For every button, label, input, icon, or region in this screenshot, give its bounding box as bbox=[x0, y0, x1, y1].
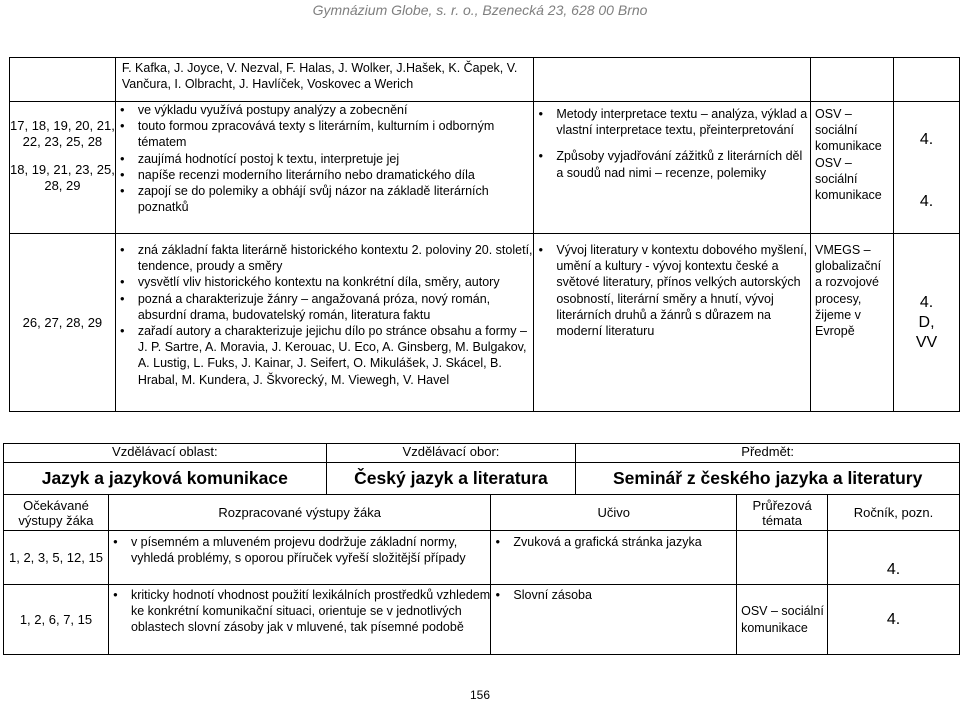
output-item: ● zaujímá hodnotící postoj k textu, interpretuje jej bbox=[116, 151, 533, 167]
output-item: ● v písemném a mluveném projevu dodržuje základní normy, vyhledá problémy, s oporou příruček vyřeší složitější případy bbox=[109, 534, 490, 566]
curriculum-item: ● Slovní zásoba bbox=[491, 587, 736, 603]
cross-topic: VMEGS – globalizační a rozvojové procesy, žijeme v Evropě bbox=[815, 243, 882, 339]
col-grade: Ročník, pozn. bbox=[828, 495, 960, 531]
expected-outputs-nums: 18, 19, 21, 23, 25, 28, 29 bbox=[10, 162, 115, 193]
expected-outputs-nums: 26, 27, 28, 29 bbox=[10, 234, 116, 412]
grade-note: D, bbox=[918, 313, 935, 331]
authors-intro: F. Kafka, J. Joyce, V. Nezval, F. Halas, J. Wolker, J.Hašek, K. Čapek, V. Vančura, I. Olbracht, J. Havlíček, Voskovec a Werich bbox=[115, 58, 533, 102]
output-item: ● kriticky hodnotí vhodnost použití lexikálních prostředků vzhledem ke konkrétní komunikační situaci, orientuje se v jednotlivých oblastech slovní zásoby jak v mluvené, tak písemné podobě bbox=[109, 587, 490, 636]
col-curriculum: Učivo bbox=[491, 495, 737, 531]
output-item: ● pozná a charakterizuje žánry – angažovaná próza, nový román, absurdní drama, budovatelský román, literatura faktu bbox=[116, 291, 533, 323]
output-item: ● napíše recenzi moderního literárního nebo dramatického díla bbox=[116, 167, 533, 183]
expected-outputs-nums: 1, 2, 3, 5, 12, 15 bbox=[4, 531, 109, 585]
output-item: ● ve výkladu využívá postupy analýzy a zobecnění bbox=[116, 102, 533, 118]
area-title: Jazyk a jazyková komunikace bbox=[4, 463, 327, 495]
subject-label: Předmět: bbox=[576, 444, 960, 463]
page-header: Gymnázium Globe, s. r. o., Bzenecká 23, 628 00 Brno bbox=[312, 2, 648, 18]
output-item: ● zapojí se do polemiky a obhájí svůj názor na základě literárních poznatků bbox=[116, 183, 533, 215]
grade: 4. bbox=[919, 293, 934, 311]
curriculum-item: ● Vývoj literatury v kontextu dobového myšlení, umění a kultury - vývoj kontextu české a světové literatury, přínos velkých autorských osobností, literární směry a hnutí, vývoj literárních druhů a žánrů s důrazem na moderní literaturu bbox=[534, 242, 810, 339]
grade-note: VV bbox=[915, 333, 938, 351]
lower-table bbox=[3, 443, 960, 655]
col-cross: Průřezová témata bbox=[737, 495, 828, 531]
grade: 4. bbox=[919, 131, 934, 148]
subject-title: Seminář z českého jazyka a literatury bbox=[576, 463, 960, 495]
col-expected: Očekávané výstupy žáka bbox=[4, 495, 109, 531]
curriculum-item: ● Metody interpretace textu – analýza, výklad a vlastní interpretace textu, přeinterpretování bbox=[534, 106, 810, 138]
col-outputs: Rozpracované výstupy žáka bbox=[108, 495, 490, 531]
output-item: ● zná základní fakta literárně historického kontextu 2. poloviny 20. století, tendence, proudy a směry bbox=[116, 242, 533, 274]
cross-topic: OSV – sociální komunikace bbox=[815, 155, 882, 203]
field-label: Vzdělávací obor: bbox=[326, 444, 576, 463]
curriculum-item: ● Způsoby vyjadřování zážitků z literárních děl a soudů nad nimi – recenze, polemiky bbox=[534, 148, 810, 180]
page-number: 156 bbox=[469, 688, 491, 702]
curriculum-item: ● Zvuková a grafická stránka jazyka bbox=[491, 534, 736, 550]
expected-outputs-nums: 1, 2, 6, 7, 15 bbox=[4, 585, 109, 655]
output-item: ● zařadí autory a charakterizuje jejichu dílo po stránce obsahu a formy – J. P. Sartre, A. Moravia, J. Kerouac, U. Eco, A. Ginsberg, M. Bulgakov, A. Lustig, L. Fuks, J. Kainar, J. Seifert, O. Mikulášek, J. Skácel, B. Hrabal, M. Kundera, J. Škvorecký, M. Viewegh, V. Havel bbox=[116, 323, 533, 388]
upper-table bbox=[9, 57, 960, 412]
cross-topic bbox=[737, 531, 828, 585]
grade: 4. bbox=[828, 531, 960, 585]
output-item: ● vysvětlí vliv historického kontextu na konkrétní díla, směry, autory bbox=[116, 274, 533, 290]
cross-topic: OSV – sociální komunikace bbox=[815, 107, 882, 154]
cross-topic: OSV – sociální komunikace bbox=[737, 585, 828, 655]
area-label: Vzdělávací oblast: bbox=[4, 444, 327, 463]
grade: 4. bbox=[828, 585, 960, 655]
expected-outputs-nums: 17, 18, 19, 20, 21, 22, 23, 25, 28 bbox=[10, 118, 115, 149]
grade: 4. bbox=[919, 193, 934, 210]
field-title: Český jazyk a literatura bbox=[326, 463, 576, 495]
output-item: ● touto formou zpracovává texty s literárním, kulturním i odborným tématem bbox=[116, 118, 533, 150]
